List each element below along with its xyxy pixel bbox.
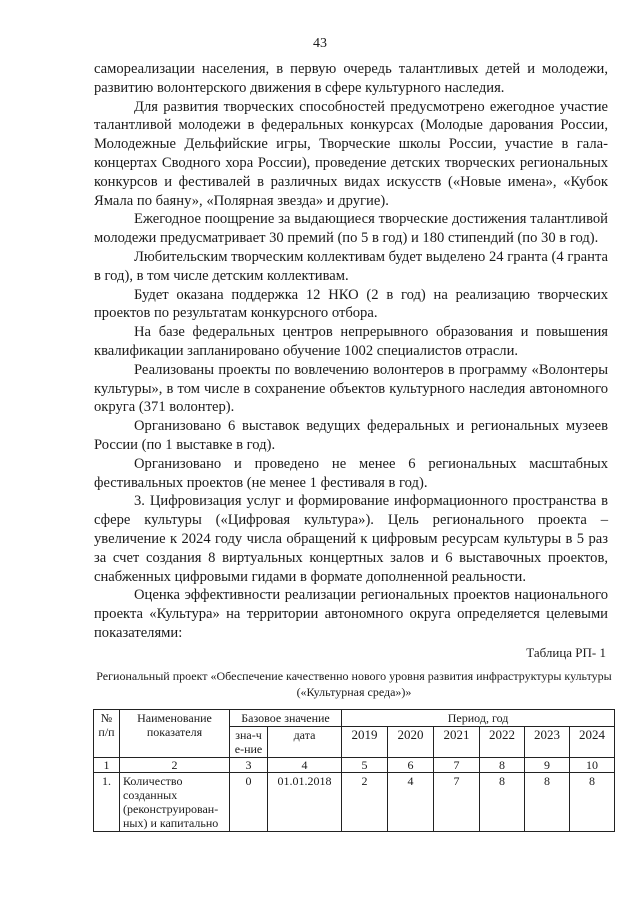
column-number: 7	[434, 758, 480, 773]
header-base: Базовое значение	[230, 710, 342, 727]
paragraph: самореализации населения, в первую очередь талантливых детей и молодежи, развитию волонтерского движения в сфере культурного наследия.	[94, 61, 608, 96]
header-year: 2019	[342, 727, 388, 758]
paragraph: Реализованы проекты по вовлечению волонтеров в программу «Волонтеры культуры», в том числе в сохранение объектов культурного наследия автономного округа (371 волонтер).	[94, 361, 608, 416]
paragraph: Оценка эффективности реализации региональных проектов национального проекта «Культура» на территории автономного округа определяется целевыми показателями:	[94, 587, 608, 641]
header-year: 2020	[388, 727, 434, 758]
row-year-value: 8	[525, 773, 570, 832]
header-num: № п/п	[94, 710, 120, 758]
column-number: 9	[525, 758, 570, 773]
column-number: 4	[268, 758, 342, 773]
table-header-row	[94, 710, 615, 727]
column-number: 1	[94, 758, 120, 773]
column-number: 2	[120, 758, 230, 773]
column-number: 8	[480, 758, 525, 773]
column-number: 5	[342, 758, 388, 773]
paragraph: Для развития творческих способностей предусмотрено ежегодное участие талантливой молодежи в федеральных конкурсах (Молодые дарования России, Молодежные Дельфийские игры, Творческие школы России, участие в гала-концертах Сводного хора России), проведение детских творческих региональных конкурсов и фестивалей в различных видах искусств («Новые имена», «Кубок Ямала по баяну», «Полярная звезда» и другие).	[94, 98, 608, 209]
header-period: Период, год	[342, 710, 615, 727]
paragraph: Ежегодное поощрение за выдающиеся творческие достижения талантливой молодежи предусматривает 30 премий (по 5 в год) и 180 стипендий (по 30 в год).	[94, 211, 608, 247]
header-name: Наименование показателя	[120, 710, 230, 758]
column-number: 3	[230, 758, 268, 773]
row-year-value: 8	[480, 773, 525, 832]
paragraph: Любительским творческим коллективам будет выделено 24 гранта (4 гранта в год), в том числе детским коллективам.	[94, 248, 608, 284]
paragraph: Организовано и проведено не менее 6 региональных масштабных фестивальных проектов (не менее 1 фестиваля в год).	[94, 455, 608, 491]
table-caption: Региональный проект «Обеспечение качественно нового уровня развития инфраструктуры культуры («Культурная среда»)»	[96, 669, 612, 699]
paragraph: Организовано 6 выставок ведущих федеральных и региональных музеев России (по 1 выставке в год).	[94, 418, 608, 453]
row-year-value: 4	[388, 773, 434, 832]
row-year-value: 2	[342, 773, 388, 832]
header-base-value: зна-че-ние	[230, 727, 268, 758]
row-base-date: 01.01.2018	[268, 773, 342, 832]
header-year: 2022	[480, 727, 525, 758]
row-base-value: 0	[230, 773, 268, 832]
header-base-date: дата	[268, 727, 342, 758]
paragraph: 3. Цифровизация услуг и формирование информационного пространства в сфере культуры («Цифровая культура»). Цель регионального проекта – увеличение к 2024 году числа обращений к цифровым ресурсам культуры в 5 раз за счет создания 8 виртуальных концертных залов и 6 выставочных проектов, снабженных цифровыми гидами в формате дополненной реальности.	[94, 493, 608, 585]
row-year-value: 8	[570, 773, 615, 832]
header-year: 2024	[570, 727, 615, 758]
page-number: 43	[313, 36, 327, 51]
body-text	[94, 60, 608, 643]
row-num: 1.	[94, 773, 120, 832]
paragraph: На базе федеральных центров непрерывного образования и повышения квалификации запланировано обучение 1002 специалистов отрасли.	[94, 324, 608, 359]
indicator-table	[93, 709, 615, 832]
header-year: 2023	[525, 727, 570, 758]
paragraph: Будет оказана поддержка 12 НКО (2 в год) на реализацию творческих проектов по результатам конкурсного отбора.	[94, 286, 608, 322]
row-year-value: 7	[434, 773, 480, 832]
table-row	[94, 773, 615, 832]
row-name: Количество созданных (реконструирован-ных) и капитально	[120, 773, 230, 832]
column-number: 6	[388, 758, 434, 773]
column-number: 10	[570, 758, 615, 773]
header-year: 2021	[434, 727, 480, 758]
table-label: Таблица РП- 1	[526, 645, 606, 660]
column-number-row	[94, 758, 615, 773]
